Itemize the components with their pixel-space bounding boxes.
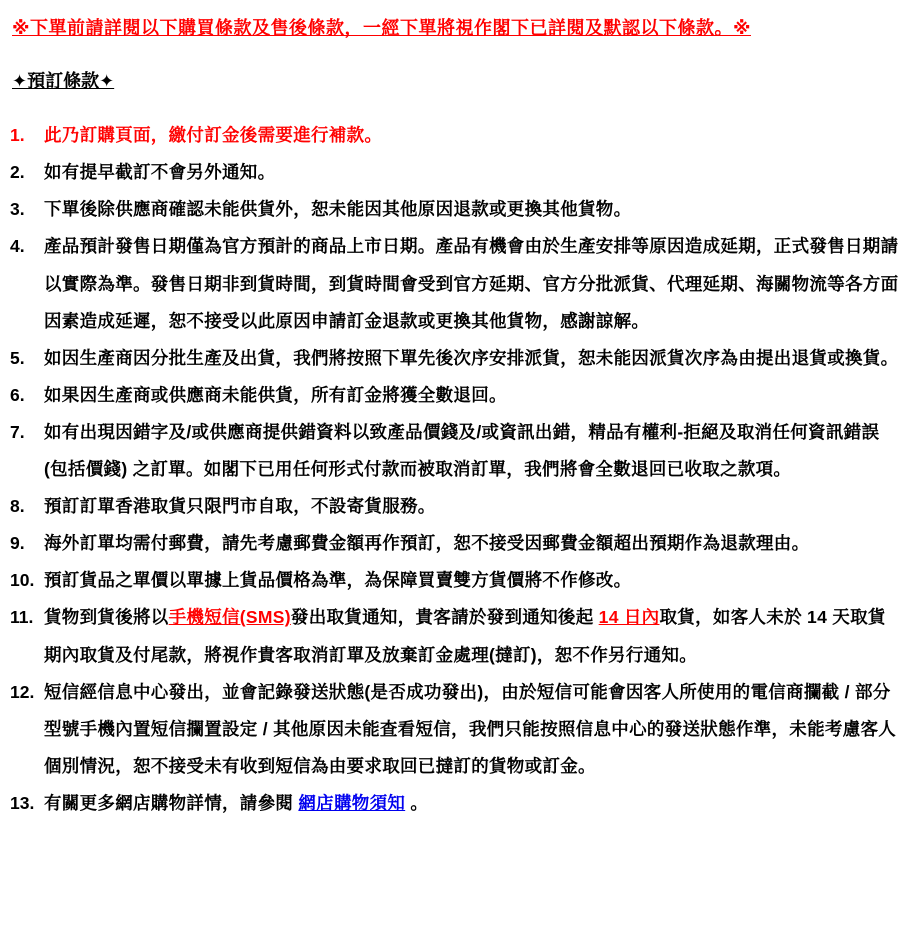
term-number: 1.: [10, 125, 25, 146]
term-text: [44, 562, 899, 599]
term-item: [10, 117, 899, 154]
term-text-segment: 如因生產商因分批生產及出貨，我們將按照下單先後次序安排派貨，恕未能因派貨次序為由提出退貨或換貨。: [44, 347, 899, 368]
term-text-segment: 發出取貨通知，貴客請於發到通知後起: [290, 607, 599, 628]
term-text: [44, 117, 899, 154]
term-text-segment: 有關更多網店購物詳情，請參閱: [44, 792, 299, 813]
term-number: 8.: [10, 496, 25, 517]
preorder-terms-heading: ✦預訂條款✦: [12, 71, 115, 92]
term-text-segment: 此乃訂購頁面，繳付訂金後需要進行補款。: [44, 125, 383, 146]
term-text-segment: 預訂訂單香港取貨只限門市自取，不設寄貨服務。: [44, 496, 436, 517]
term-text: [44, 340, 899, 377]
term-item: [10, 785, 899, 822]
term-text: [44, 599, 899, 673]
term-text: [44, 377, 899, 414]
term-number: 6.: [10, 384, 25, 405]
term-item: [10, 154, 899, 191]
highlighted-term-text: 手機短信(SMS): [168, 607, 291, 628]
term-item: [10, 525, 899, 562]
term-number: 5.: [10, 347, 25, 368]
term-text-segment: 短信經信息中心發出，並會記錄發送狀態(是否成功發出)，由於短信可能會因客人所使用的電信商攔截 / 部分型號手機內置短信攔置設定 / 其他原因未能查看短信，我們只能按照信息中心的發送狀態作準，未能考慮客人個別情況，恕不接受未有收到短信為由要求取回已撻訂的貨物或訂金。: [44, 681, 897, 776]
term-text-segment: 如有出現因錯字及/或供應商提供錯資料以致產品價錢及/或資訊出錯，精品有權利-拒絕及取消任何資訊錯誤(包括價錢) 之訂單。如閣下已用任何形式付款而被取消訂單，我們將會全數退回已收取之款項。: [44, 421, 880, 480]
term-item: [10, 599, 899, 673]
term-text-segment: 預訂貨品之單價以單據上貨品價格為準，為保障買賣雙方貨價將不作修改。: [44, 570, 632, 591]
term-number: 4.: [10, 236, 25, 257]
term-item: [10, 414, 899, 488]
term-text: [44, 228, 899, 339]
term-text-segment: 如有提早截訂不會另外通知。: [44, 162, 276, 183]
term-number: 7.: [10, 421, 25, 442]
term-number: 13.: [10, 792, 35, 813]
term-text-segment: 海外訂單均需付郵費，請先考慮郵費金額再作預訂，恕不接受因郵費金額超出預期作為退款理由。: [44, 533, 810, 554]
term-item: [10, 377, 899, 414]
term-text: [44, 488, 899, 525]
term-text: [44, 154, 899, 191]
term-text: [44, 525, 899, 562]
term-text: [44, 414, 899, 488]
term-number: 2.: [10, 162, 25, 183]
term-text: [44, 191, 899, 228]
term-text-segment: 如果因生產商或供應商未能供貨，所有訂金將獲全數退回。: [44, 384, 507, 405]
term-number: 12.: [10, 681, 35, 702]
term-number: 10.: [10, 570, 35, 591]
term-text: [44, 785, 899, 822]
term-text-segment: 貨物到貨後將以: [44, 607, 169, 628]
term-item: [10, 340, 899, 377]
term-item: [10, 562, 899, 599]
purchase-terms-notice: ※下單前請詳閱以下購買條款及售後條款，一經下單將視作閣下已詳閱及默認以下條款。※: [12, 18, 751, 38]
term-item: [10, 488, 899, 525]
term-number: 3.: [10, 199, 25, 220]
term-text: [44, 674, 899, 785]
term-number: 11.: [10, 607, 34, 628]
term-item: [10, 674, 899, 785]
term-text-segment: 取貨，如客人未於 14 天取貨期內取貨及付尾款，將視作貴客取消訂單及放棄訂金處理(撻訂)，恕不作另行通知。: [44, 607, 886, 665]
term-item: [10, 191, 899, 228]
term-number: 9.: [10, 533, 25, 554]
term-text-segment: 產品預計發售日期僅為官方預計的商品上市日期。產品有機會由於生產安排等原因造成延期，正式發售日期請以實際為準。發售日期非到貨時間，到貨時間會受到官方延期、官方分批派貨、代理延期、海關物流等各方面因素造成延遲，恕不接受以此原因申請訂金退款或更換其他貨物，感謝諒解。: [44, 236, 899, 331]
terms-list: [10, 117, 899, 822]
term-text-segment: 。: [405, 792, 429, 813]
term-text-segment: 下單後除供應商確認未能供貨外，恕未能因其他原因退款或更換其他貨物。: [44, 199, 632, 220]
highlighted-term-text: 14 日內: [598, 607, 660, 628]
shop-notice-link[interactable]: 網店購物須知: [298, 792, 406, 813]
term-item: [10, 228, 899, 339]
